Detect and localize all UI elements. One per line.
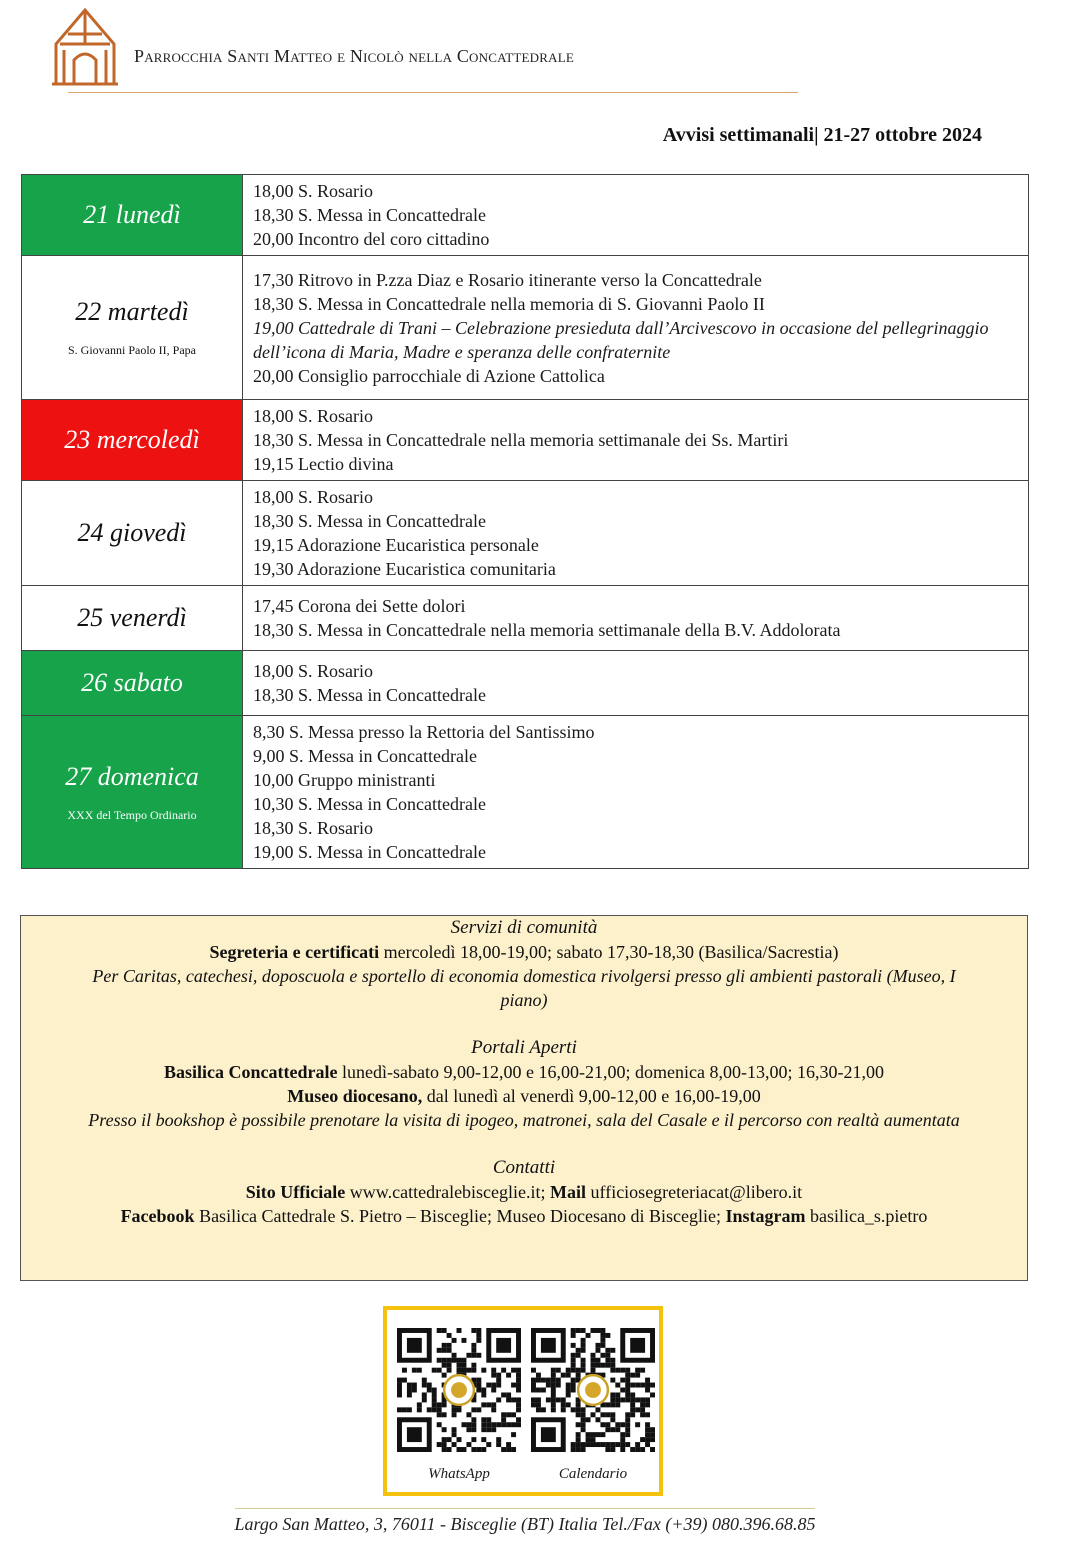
cathedral-logo-icon xyxy=(50,4,120,88)
day-label: 25 venerdì xyxy=(77,603,187,632)
events-cell xyxy=(243,481,1029,586)
instagram-label: Instagram xyxy=(725,1206,806,1226)
day-cell xyxy=(22,586,243,651)
page-title: Avvisi settimanali| 21-27 ottobre 2024 xyxy=(662,124,982,146)
basilica-label: Basilica Concattedrale xyxy=(164,1062,338,1082)
schedule-row xyxy=(22,586,1029,651)
museum-label: Museo diocesano, xyxy=(287,1086,423,1106)
facebook-label: Facebook xyxy=(120,1206,195,1226)
event-item: 10,00 Gruppo ministranti xyxy=(253,770,436,790)
event-item: 19,00 S. Messa in Concattedrale xyxy=(253,842,486,862)
basilica-line xyxy=(21,1060,1027,1084)
event-item: 9,00 S. Messa in Concattedrale xyxy=(253,746,477,766)
museum-line xyxy=(21,1084,1027,1108)
schedule-row xyxy=(22,716,1029,869)
event-item: 8,30 S. Messa presso la Rettoria del Santissimo xyxy=(253,722,595,742)
schedule-row xyxy=(22,175,1029,256)
whatsapp-qr-code-icon[interactable] xyxy=(397,1328,521,1452)
day-note: S. Giovanni Paolo II, Papa xyxy=(68,343,196,357)
schedule-row xyxy=(22,651,1029,716)
event-item: 18,30 S. Rosario xyxy=(253,818,374,838)
site-label: Sito Ufficiale xyxy=(245,1182,346,1202)
mail-label: Mail xyxy=(550,1182,587,1202)
event-item: 10,30 S. Messa in Concattedrale xyxy=(253,794,486,814)
secretary-label: Segreteria e certificati xyxy=(209,942,380,962)
services-box xyxy=(20,915,1028,1281)
day-label: 22 martedì xyxy=(75,297,189,326)
contacts-title: Contatti xyxy=(492,1157,556,1178)
event-item: 18,30 S. Messa in Concattedrale nella memoria settimanale della B.V. Addolorata xyxy=(253,620,841,640)
basilica-hours: lunedì-sabato 9,00-12,00 e 16,00-21,00; domenica 8,00-13,00; 16,30-21,00 xyxy=(337,1062,884,1082)
day-cell xyxy=(22,481,243,586)
facebook-pages[interactable]: Basilica Cattedrale S. Pietro – Bisceglie; Museo Diocesano di Bisceglie; xyxy=(194,1206,726,1226)
calendar-qr-label: Calendario xyxy=(558,1466,628,1482)
event-item: 19,15 Lectio divina xyxy=(253,454,394,474)
site-url[interactable]: www.cattedralebisceglie.it; xyxy=(345,1182,551,1202)
event-item: 18,30 S. Messa in Concattedrale nella memoria settimanale dei Ss. Martiri xyxy=(253,430,789,450)
day-cell xyxy=(22,256,243,400)
day-label: 23 mercoledì xyxy=(64,425,200,454)
day-label: 21 lunedì xyxy=(83,200,181,229)
day-cell xyxy=(22,400,243,481)
services-title: Servizi di comunità xyxy=(450,917,598,938)
schedule-row xyxy=(22,400,1029,481)
footer-address: Largo San Matteo, 3, 76011 - Bisceglie (BT) Italia Tel./Fax (+39) 080.396.68.85 xyxy=(234,1514,816,1534)
event-item: 17,45 Corona dei Sette dolori xyxy=(253,596,466,616)
events-cell xyxy=(243,256,1029,400)
page-header xyxy=(50,4,810,96)
event-item: 17,30 Ritrovo in P.zza Diaz e Rosario itinerante verso la Concattedrale xyxy=(253,269,762,290)
portals-title: Portali Aperti xyxy=(471,1037,577,1058)
day-cell xyxy=(22,716,243,869)
events-cell xyxy=(243,175,1029,256)
site-line xyxy=(21,1180,1027,1204)
event-item: 18,00 S. Rosario xyxy=(253,661,374,681)
event-item: 19,30 Adorazione Eucaristica comunitaria xyxy=(253,559,556,579)
day-note: XXX del Tempo Ordinario xyxy=(67,807,197,822)
events-cell xyxy=(243,651,1029,716)
event-item: 18,00 S. Rosario xyxy=(253,406,374,426)
event-item: 19,15 Adorazione Eucaristica personale xyxy=(253,535,539,555)
calendar-qr-code-icon[interactable] xyxy=(531,1328,655,1452)
event-item: 20,00 Incontro del coro cittadino xyxy=(253,229,490,249)
footer-divider xyxy=(235,1508,815,1509)
whatsapp-qr-label: WhatsApp xyxy=(428,1466,490,1482)
events-cell xyxy=(243,586,1029,651)
parish-name: Parrocchia Santi Matteo e Nicolò nella Concattedrale xyxy=(134,46,575,66)
secretary-hours: mercoledì 18,00-19,00; sabato 17,30-18,30 (Basilica/Sacrestia) xyxy=(379,942,839,962)
caritas-line: Per Caritas, catechesi, doposcuola e sportello di economia domestica rivolgersi presso gli ambienti pastorali (Museo, I piano) xyxy=(92,966,956,1010)
day-cell xyxy=(22,651,243,716)
day-label: 24 giovedì xyxy=(77,518,187,547)
day-label: 26 sabato xyxy=(81,668,183,697)
instagram-handle[interactable]: basilica_s.pietro xyxy=(805,1206,928,1226)
weekly-schedule-table xyxy=(21,174,1029,869)
day-label: 27 domenica xyxy=(65,761,199,791)
event-item: 19,00 Cattedrale di Trani – Celebrazione presieduta dall’Arcivescovo in occasione del pellegrinaggio dell’icona di Maria, Madre e speranza delle confraternite xyxy=(253,317,989,362)
mail-address[interactable]: ufficiosegreteriacat@libero.it xyxy=(586,1182,803,1202)
event-item: 18,00 S. Rosario xyxy=(253,487,374,507)
museum-hours: dal lunedì al venerdì 9,00-12,00 e 16,00-19,00 xyxy=(422,1086,761,1106)
event-item: 18,30 S. Messa in Concattedrale xyxy=(253,685,486,705)
event-item: 18,30 S. Messa in Concattedrale xyxy=(253,205,486,225)
bookshop-line: Presso il bookshop è possibile prenotare la visita di ipogeo, matronei, sala del Casale e il percorso con realtà aumentata xyxy=(88,1110,960,1130)
schedule-row xyxy=(22,256,1029,400)
event-item: 18,30 S. Messa in Concattedrale nella memoria di S. Giovanni Paolo II xyxy=(253,293,765,314)
event-item: 18,30 S. Messa in Concattedrale xyxy=(253,511,486,531)
event-item: 18,00 S. Rosario xyxy=(253,181,374,201)
events-cell xyxy=(243,716,1029,869)
schedule-row xyxy=(22,481,1029,586)
social-line xyxy=(21,1204,1027,1228)
events-cell xyxy=(243,400,1029,481)
header-divider xyxy=(68,92,798,93)
event-item: 20,00 Consiglio parrocchiale di Azione Cattolica xyxy=(253,365,605,386)
secretary-line xyxy=(21,940,1027,964)
qr-codes-box xyxy=(383,1306,663,1496)
day-cell xyxy=(22,175,243,256)
